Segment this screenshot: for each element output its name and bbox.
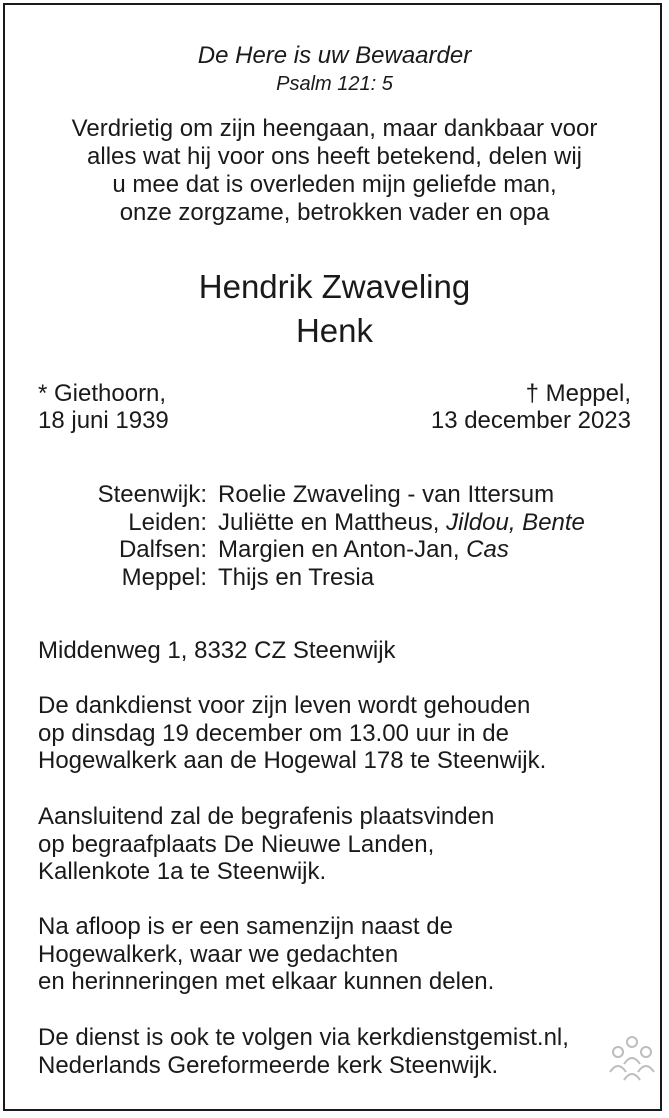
family-grandchildren: Cas: [466, 536, 509, 563]
paragraph-line: Kallenkote 1a te Steenwijk.: [38, 858, 327, 885]
paragraph-line: op dinsdag 19 december om 13.00 uur in de: [38, 719, 509, 747]
family-list: [0, 481, 669, 591]
birth-place: * Giethoorn,: [38, 380, 167, 407]
birth-info: [38, 380, 169, 434]
paragraph-line: Aansluitend zal de begrafenis plaatsvinden: [38, 803, 495, 830]
paragraph-line: en herinneringen met elkaar kunnen delen.: [38, 968, 495, 995]
motto: De Here is uw Bewaarder: [197, 42, 472, 69]
gathering-paragraph: [38, 913, 494, 996]
deceased-nickname: Henk: [295, 312, 374, 349]
address: Middenweg 1, 8332 CZ Steenwijk: [38, 637, 396, 664]
livestream-paragraph: [38, 1024, 569, 1079]
paragraph-line: Hogewalkerk, waar we gedachten: [38, 940, 399, 968]
family-row: [0, 536, 669, 564]
family-row: [0, 509, 669, 537]
paragraph-line: De dienst is ook te volgen via kerkdienstgemist.nl,: [38, 1024, 569, 1051]
service-paragraph: [38, 692, 546, 775]
intro-line: u mee dat is overleden mijn geliefde man,: [112, 171, 557, 198]
paragraph-line: De dankdienst voor zijn leven wordt gehouden: [38, 692, 531, 719]
family-figures-icon: [607, 1034, 657, 1082]
family-names: Thijs en Tresia: [218, 563, 375, 591]
intro-line: alles wat hij voor ons heeft betekend, delen wij: [87, 143, 582, 170]
intro-line: onze zorgzame, betrokken vader en opa: [119, 199, 550, 226]
family-grandchildren: Jildou, Bente: [446, 508, 585, 536]
family-row: [0, 481, 669, 509]
paragraph-line: Nederlands Gereformeerde kerk Steenwijk.: [38, 1051, 499, 1079]
burial-paragraph: [38, 803, 494, 886]
death-date: 13 december 2023: [430, 407, 631, 434]
family-place: Steenwijk:: [97, 481, 207, 508]
paragraph-line: Hogewalkerk aan de Hogewal 178 te Steenwijk.: [38, 747, 547, 774]
death-info: [431, 380, 631, 434]
family-place: Meppel:: [121, 563, 207, 591]
paragraph-line: op begraafplaats De Nieuwe Landen,: [38, 830, 435, 858]
family-names: Roelie Zwaveling - van Ittersum: [218, 481, 555, 508]
family-names: Juliëtte en Mattheus,: [218, 508, 447, 536]
deceased-name: Hendrik Zwaveling: [198, 268, 471, 305]
birth-date: 18 juni 1939: [38, 407, 169, 434]
family-place: Leiden:: [128, 508, 207, 536]
family-place: Dalfsen:: [118, 536, 207, 563]
intro-line: Verdrietig om zijn heengaan, maar dankbaar voor: [71, 115, 598, 142]
intro-text: [0, 115, 669, 227]
family-row: [0, 564, 669, 592]
family-names: Margien en Anton-Jan,: [218, 536, 467, 563]
bible-reference: Psalm 121: 5: [276, 73, 393, 95]
paragraph-line: Na afloop is er een samenzijn naast de: [38, 913, 453, 940]
death-place: † Meppel,: [525, 380, 631, 407]
